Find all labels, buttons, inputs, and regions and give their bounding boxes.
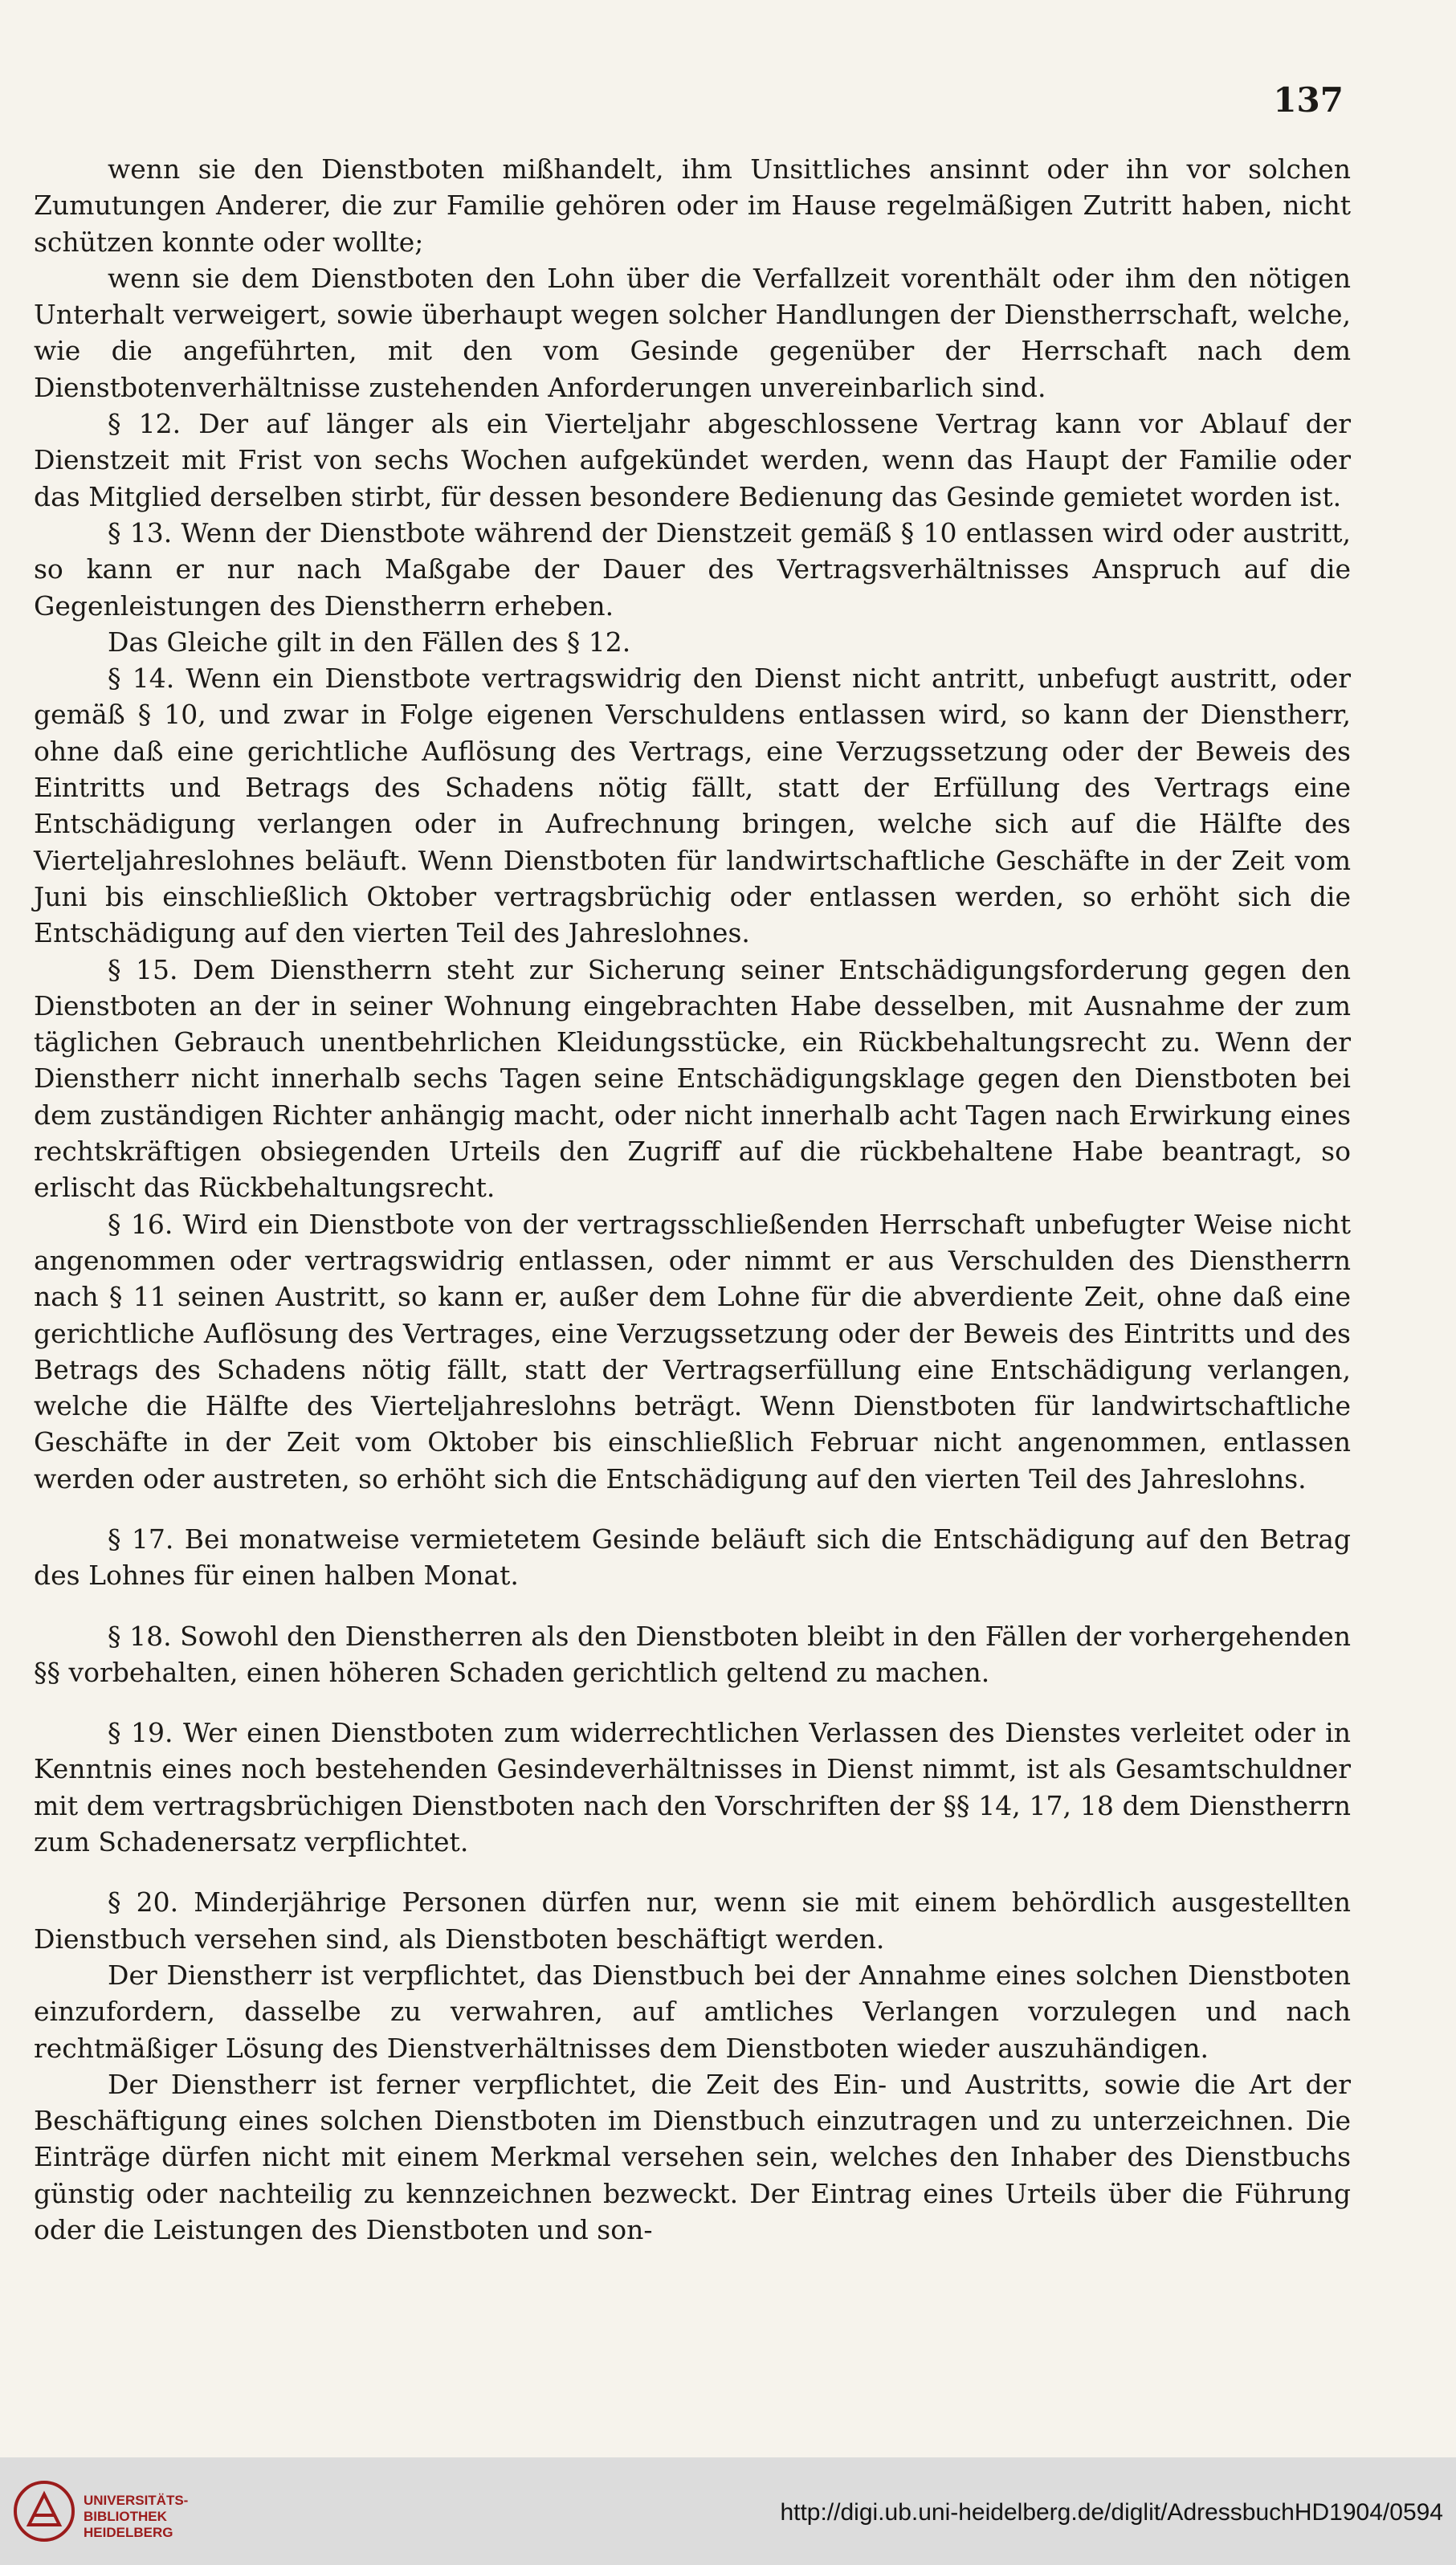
library-logo[interactable] [13, 2475, 206, 2547]
paragraph: § 17. Bei monatweise vermietetem Gesinde beläuft sich die Entschädigung auf den Betrag des Lohnes für einen halben Monat. [34, 1523, 1351, 1592]
page-number: 137 [1273, 80, 1344, 120]
logo-line: BIBLIOTHEK [84, 2509, 167, 2524]
paragraph: Der Dienstherr ist verpflichtet, das Dienstbuch bei der Annahme eines solchen Dienstboten einzufordern, dasselbe zu verwahren, auf amtliches Verlangen vorzulegen und nach rechtmäßiger Lösung des Dienstverhältnisses dem Dienstboten wieder auszuhändigen. [34, 1959, 1351, 2064]
paragraph: § 14. Wenn ein Dienstbote vertragswidrig den Dienst nicht antritt, unbefugt austritt, oder gemäß § 10, und zwar in Folge eigenen Verschuldens entlassen wird, so kann der Dienstherr, ohne daß eine gerichtliche Auflösung des Vertrags, eine Verzugssetzung oder der Beweis des Eintritts und Betrags des Schadens nötig fällt, statt der Erfüllung des Vertrags eine Entschädigung verlangen oder in Aufrechnung bringen, welche sich auf die Hälfte des Vierteljahreslohnes beläuft. Wenn Dienstboten für landwirtschaftliche Geschäfte in der Zeit vom Juni bis einschließlich Oktober vertragsbrüchig oder entlassen werden, so erhöht sich die Entschädigung auf den vierten Teil des Jahreslohnes. [34, 663, 1351, 949]
paragraph: § 12. Der auf länger als ein Vierteljahr abgeschlossene Vertrag kann vor Ablauf der Dienstzeit mit Frist von sechs Wochen aufgekündet werden, wenn das Haupt der Familie oder das Mitglied derselben stirbt, für dessen besondere Bedienung das Gesinde gemietet worden ist. [34, 408, 1351, 512]
logo-line: HEIDELBERG [84, 2525, 173, 2540]
library-logo-text [84, 2493, 188, 2541]
paragraph: § 18. Sowohl den Dienstherren als den Dienstboten bleibt in den Fällen der vorhergehenden §§ vorbehalten, einen höheren Schaden gerichtlich geltend zu machen. [34, 1620, 1351, 1688]
library-seal-icon [13, 2480, 75, 2543]
paragraph: wenn sie dem Dienstboten den Lohn über die Verfallzeit vorenthält oder ihm den nötigen Unterhalt verweigert, sowie überhaupt wegen solcher Handlungen der Dienstherrschaft, welche, wie die angeführten, mit den vom Gesinde gegenüber der Herrschaft nach dem Dienstbotenverhältnisse zustehenden Anforderungen unvereinbarlich sind. [34, 262, 1351, 403]
paragraph: § 20. Minderjährige Personen dürfen nur, wenn sie mit einem behördlich ausgestellten Dienstbuch versehen sind, als Dienstboten beschäftigt werden. [34, 1886, 1351, 1955]
paragraph: Der Dienstherr ist ferner verpflichtet, die Zeit des Ein- und Austritts, sowie die Art der Beschäftigung eines solchen Dienstboten im Dienstbuch einzutragen und zu unterzeichnen. Die Einträge dürfen nicht mit einem Merkmal versehen sein, welches den Inhaber des Dienstbuchs günstig oder nachteilig zu kennzeichnen bezweckt. Der Eintrag eines Urteils über die Führung oder die Leistungen des Dienstboten und son- [34, 2068, 1351, 2246]
viewer-footer [0, 2457, 1456, 2565]
source-link[interactable]: http://digi.ub.uni-heidelberg.de/diglit/AdressbuchHD1904/0594 [780, 2499, 1443, 2526]
paragraph: § 13. Wenn der Dienstbote während der Dienstzeit gemäß § 10 entlassen wird oder austritt, so kann er nur nach Maßgabe der Dauer des Vertragsverhältnisses Anspruch auf die Gegenleistungen des Dienstherrn erheben. [34, 516, 1351, 622]
paragraph: § 16. Wird ein Dienstbote von der vertragsschließenden Herrschaft unbefugter Weise nicht angenommen oder vertragswidrig entlassen, oder nimmt er aus Verschulden des Dienstherrn nach § 11 seinen Austritt, so kann er, außer dem Lohne für die abverdiente Zeit, ohne daß eine gerichtliche Auflösung des Vertrages, eine Verzugssetzung oder der Beweis des Eintritts und des Betrags des Schadens nötig fällt, statt der Vertragserfüllung eine Entschädigung verlangen, welche die Hälfte des Vierteljahreslohns beträgt. Wenn Dienstboten für landwirtschaftliche Geschäfte in der Zeit vom Oktober bis einschließlich Februar nicht angenommen, entlassen werden oder austreten, so erhöht sich die Entschädigung auf den vierten Teil des Jahreslohns. [34, 1208, 1351, 1495]
paragraph: wenn sie den Dienstboten mißhandelt, ihm Unsittliches ansinnt oder ihn vor solchen Zumutungen Anderer, die zur Familie gehören oder im Hause regelmäßigen Zutritt haben, nicht schützen konnte oder wollte; [34, 153, 1351, 258]
paragraph: § 19. Wer einen Dienstboten zum widerrechtlichen Verlassen des Dienstes verleitet oder in Kenntnis eines noch bestehenden Gesindeverhältnisses in Dienst nimmt, ist als Gesamtschuldner mit dem vertragsbrüchigen Dienstboten nach den Vorschriften der §§ 14, 17, 18 dem Dienstherrn zum Schadenersatz verpflichtet. [34, 1717, 1351, 1858]
body-text [34, 151, 1351, 2248]
paragraph: § 15. Dem Dienstherrn steht zur Sicherung seiner Entschädigungsforderung gegen den Dienstboten an der in seiner Wohnung eingebrachten Habe desselben, mit Ausnahme der zum täglichen Gebrauch unentbehrlichen Kleidungsstücke, ein Rückbehaltungsrecht zu. Wenn der Dienstherr nicht innerhalb sechs Tagen seine Entschädigungsklage gegen den Dienstboten bei dem zuständigen Richter anhängig macht, oder nicht innerhalb acht Tagen nach Erwirkung eines rechtskräftigen obsiegenden Urteils den Zugriff auf die rückbehaltene Habe beantragt, so erlischt das Rückbehaltungsrecht. [34, 953, 1351, 1204]
paragraph: Das Gleiche gilt in den Fällen des § 12. [108, 626, 631, 658]
logo-line: UNIVERSITÄTS- [84, 2493, 189, 2508]
